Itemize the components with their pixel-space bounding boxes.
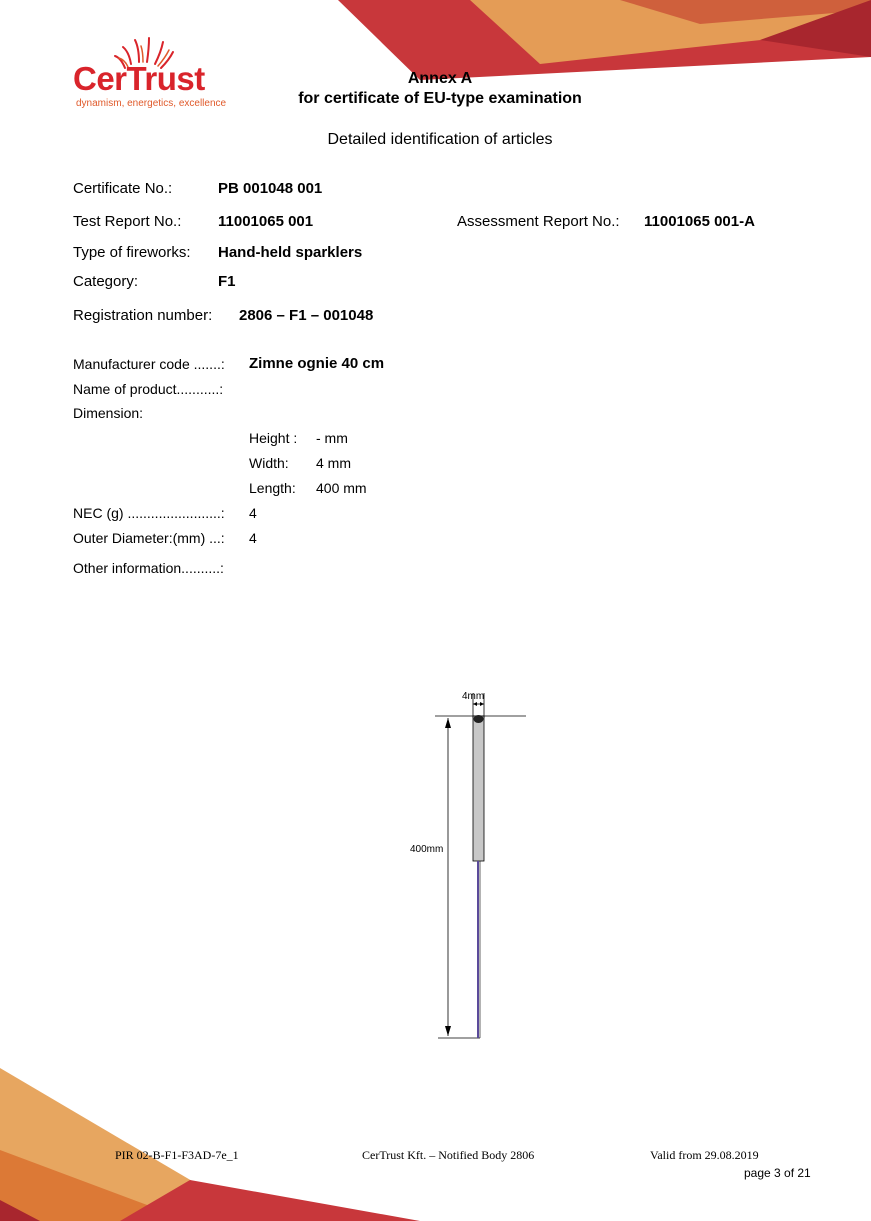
assessment-report-label: Assessment Report No.: bbox=[457, 213, 620, 230]
assessment-report-value: 11001065 001-A bbox=[644, 213, 755, 230]
type-value: Hand-held sparklers bbox=[218, 244, 363, 261]
width-label: Width: bbox=[249, 455, 289, 471]
annex-subtitle: for certificate of EU-type examination bbox=[298, 90, 582, 107]
length-value: 400 mm bbox=[316, 480, 367, 496]
sparkler-drawing bbox=[400, 688, 540, 1048]
footer-notified-body: CerTrust Kft. – Notified Body 2806 bbox=[362, 1148, 535, 1162]
type-label: Type of fireworks: bbox=[73, 244, 191, 261]
registration-label: Registration number: bbox=[73, 307, 213, 324]
length-label: Length: bbox=[249, 480, 296, 496]
footer-doc-code: PIR 02-B-F1-F3AD-7e_1 bbox=[115, 1148, 239, 1162]
category-value: F1 bbox=[218, 273, 236, 290]
test-report-value: 11001065 001 bbox=[218, 213, 314, 230]
manufacturer-code-value: Zimne ognie 40 cm bbox=[249, 355, 385, 372]
logo-wordmark: CerTrust bbox=[73, 60, 205, 97]
manufacturer-code-label: Manufacturer code .......: bbox=[73, 356, 225, 372]
footer-valid-from: Valid from 29.08.2019 bbox=[650, 1148, 759, 1162]
annex-title: Annex A bbox=[407, 70, 473, 87]
width-dimension-label: 4mm bbox=[462, 691, 485, 702]
length-dimension-label: 400mm bbox=[410, 844, 444, 855]
outer-diameter-value: 4 bbox=[249, 530, 257, 546]
section-title: Detailed identification of articles bbox=[327, 131, 553, 148]
test-report-label: Test Report No.: bbox=[73, 213, 182, 230]
nec-label: NEC (g) ........................: bbox=[73, 505, 225, 521]
logo-tagline: dynamism, energetics, excellence bbox=[76, 98, 227, 109]
registration-value: 2806 – F1 – 001048 bbox=[239, 307, 374, 324]
dimension-label: Dimension: bbox=[73, 405, 144, 421]
sparkler-rod bbox=[473, 716, 484, 861]
page-number: page 3 of 21 bbox=[744, 1166, 811, 1180]
other-information-label: Other information..........: bbox=[73, 560, 224, 576]
certificate-no-value: PB 001048 001 bbox=[218, 180, 323, 197]
height-value: - mm bbox=[316, 430, 348, 446]
certificate-no-label: Certificate No.: bbox=[73, 180, 173, 197]
category-label: Category: bbox=[73, 273, 139, 290]
product-name-label: Name of product...........: bbox=[73, 381, 224, 397]
nec-value: 4 bbox=[249, 505, 257, 521]
sparkler-tip bbox=[474, 715, 484, 723]
height-label: Height : bbox=[249, 430, 298, 446]
logo bbox=[73, 34, 233, 114]
width-value: 4 mm bbox=[316, 455, 351, 471]
outer-diameter-label: Outer Diameter:(mm) ...: bbox=[73, 530, 225, 546]
